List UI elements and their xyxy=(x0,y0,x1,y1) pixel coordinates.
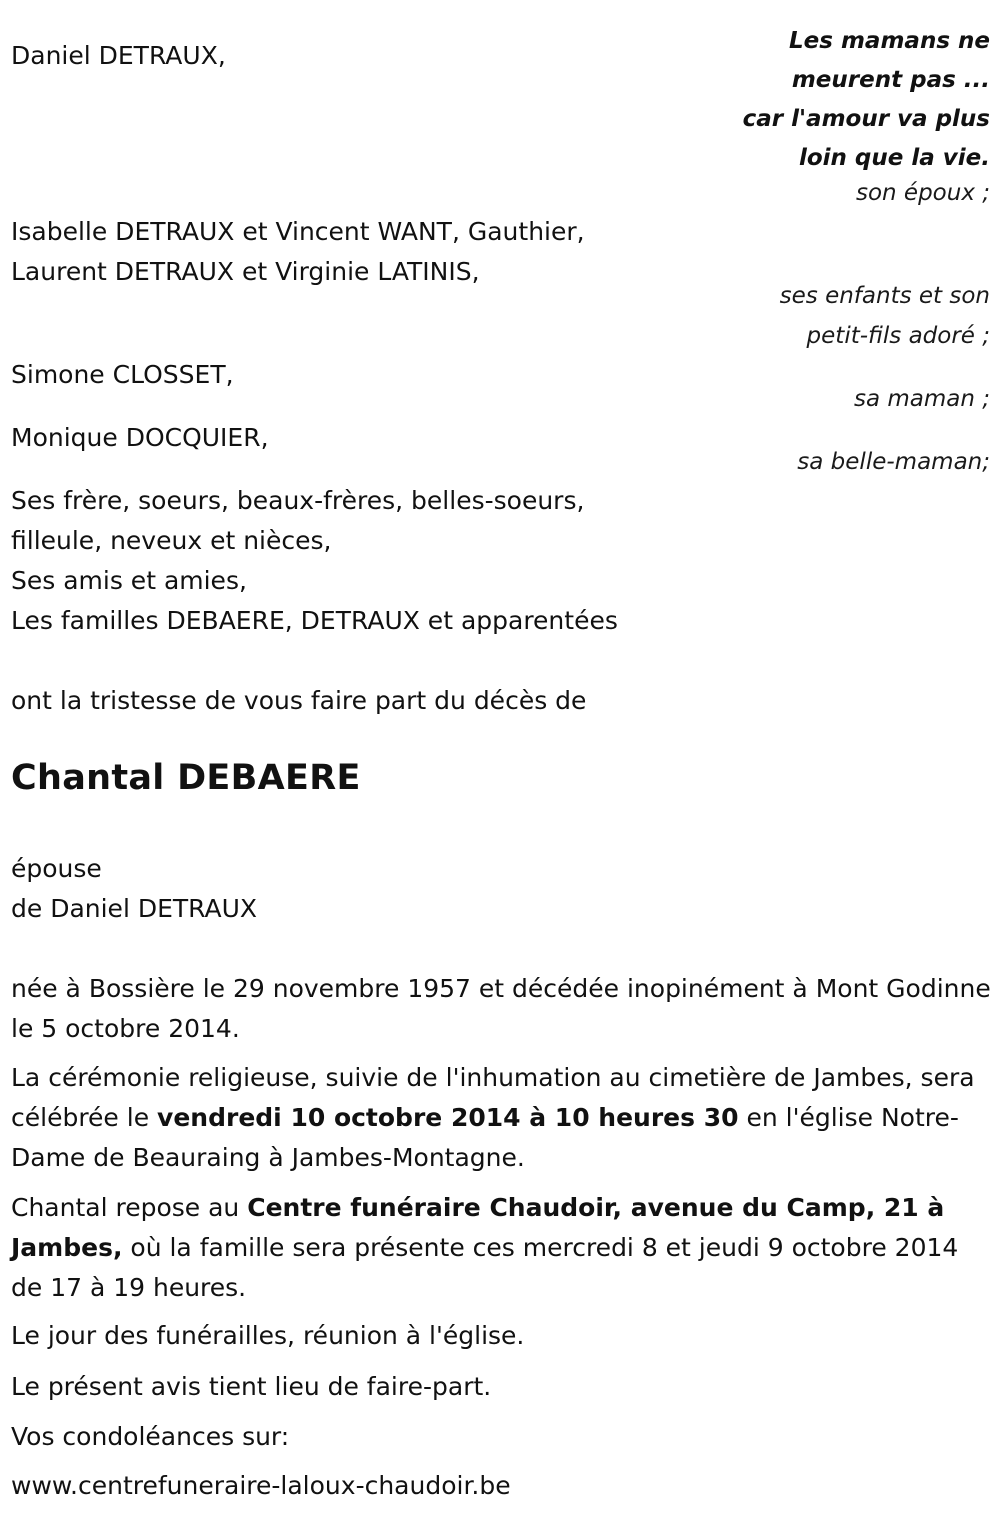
spouse-name: Daniel DETRAUX, xyxy=(11,41,226,70)
relation-line-2: de Daniel DETRAUX xyxy=(11,894,258,923)
rest-text-before: Chantal repose au xyxy=(11,1193,248,1222)
ceremony-text-before: La cérémonie religieuse, suivie de l'inhumation au cimetière de Jambes, sera célébrée le xyxy=(11,1063,975,1132)
others-line-2: filleule, neveux et nièces, xyxy=(11,526,332,555)
mother-name: Simone CLOSSET, xyxy=(11,360,234,389)
mother-in-law-role: sa belle-maman; xyxy=(797,449,990,475)
others-line-4: Les familles DEBAERE, DETRAUX et apparentées xyxy=(11,606,618,635)
ceremony-paragraph xyxy=(11,1058,991,1178)
quote-line-2: meurent pas ... xyxy=(791,67,990,93)
announcement-text: ont la tristesse de vous faire part du décès de xyxy=(11,686,587,715)
epigraph-quote xyxy=(720,22,990,178)
children-role-line-1: ses enfants et son xyxy=(779,283,990,309)
mother-role: sa maman ; xyxy=(853,386,990,412)
notice-text: Le présent avis tient lieu de faire-part. xyxy=(11,1372,492,1401)
others-line-3: Ses amis et amies, xyxy=(11,566,247,595)
mother-in-law-name: Monique DOCQUIER, xyxy=(11,423,269,452)
quote-line-1: Les mamans ne xyxy=(789,28,990,54)
quote-line-3: car l'amour va plus xyxy=(742,106,990,132)
spouse-role: son époux ; xyxy=(855,180,990,206)
ceremony-text-after: en l'église Notre-Dame de Beauraing à Jambes-Montagne. xyxy=(11,1103,959,1172)
children-line-1: Isabelle DETRAUX et Vincent WANT, Gauthier, xyxy=(11,217,585,246)
meeting-text: Le jour des funérailles, réunion à l'église. xyxy=(11,1321,525,1350)
ceremony-date-time: vendredi 10 octobre 2014 à 10 heures 30 xyxy=(157,1103,739,1132)
deceased-name: Chantal DEBAERE xyxy=(11,758,361,798)
resting-place-paragraph xyxy=(11,1188,991,1308)
quote-line-4: loin que la vie. xyxy=(798,145,990,171)
funeral-center-address: Centre funéraire Chaudoir, avenue du Camp, 21 à Jambes, xyxy=(11,1193,945,1262)
relation-line-1: épouse xyxy=(11,854,102,883)
condolences-website: www.centrefuneraire-laloux-chaudoir.be xyxy=(11,1471,511,1500)
birth-death-paragraph: née à Bossière le 29 novembre 1957 et décédée inopinément à Mont Godinne le 5 octobre 2014. xyxy=(11,974,991,1043)
children-role-line-2: petit-fils adoré ; xyxy=(806,323,990,349)
children-line-2: Laurent DETRAUX et Virginie LATINIS, xyxy=(11,257,480,286)
others-line-1: Ses frère, soeurs, beaux-frères, belles-soeurs, xyxy=(11,486,585,515)
condolences-label: Vos condoléances sur: xyxy=(11,1422,290,1451)
rest-text-after: où la famille sera présente ces mercredi 8 et jeudi 9 octobre 2014 de 17 à 19 heures. xyxy=(11,1233,959,1302)
